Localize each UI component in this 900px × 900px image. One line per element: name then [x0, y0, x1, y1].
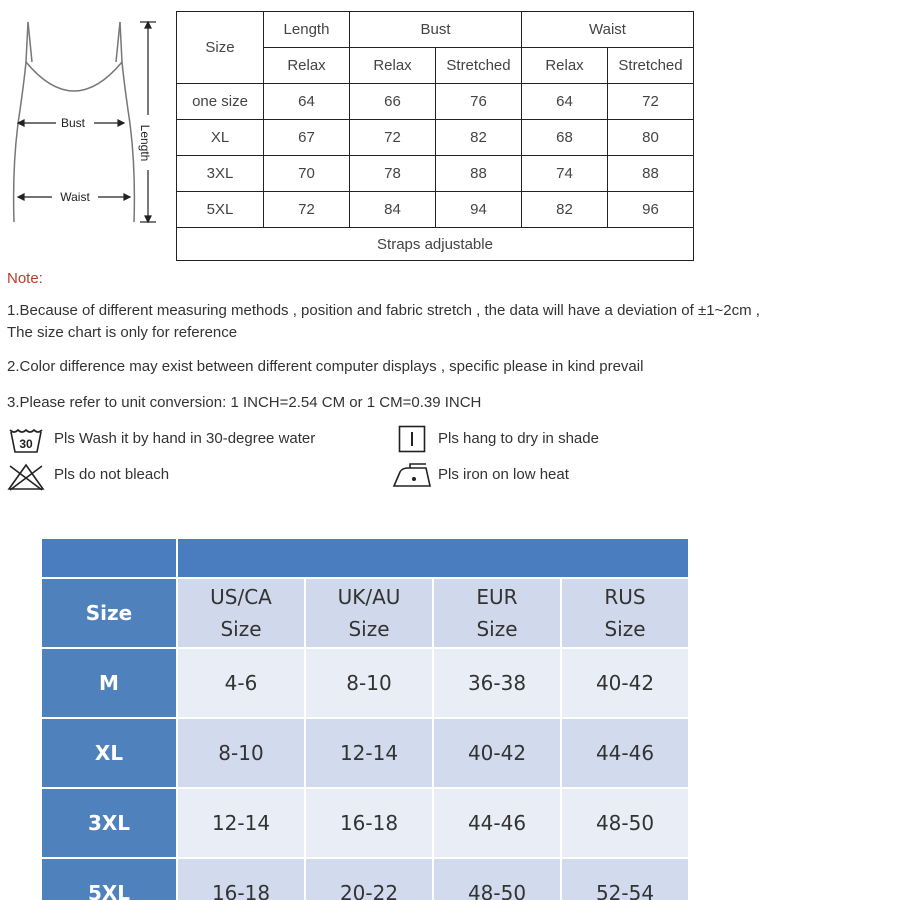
hand-wash-30-icon [8, 426, 44, 454]
waist-relax-cell: 82 [522, 192, 608, 228]
conv-eur-cell: 40-42 [433, 718, 561, 788]
garment-diagram [0, 0, 165, 235]
note-1-line-b: The size chart is only for reference [7, 324, 238, 341]
conv-us-cell: 8-10 [177, 718, 305, 788]
note-1 [7, 300, 760, 344]
hang-dry-shade-icon [398, 425, 426, 453]
size-table [176, 11, 694, 261]
conv-rus-cell: 52-54 [561, 858, 689, 900]
length-relax-header: Relax [264, 48, 350, 84]
conv-us-cell: 4-6 [177, 648, 305, 718]
waist-relax-cell: 64 [522, 84, 608, 120]
conv-size-header: Size [41, 578, 177, 648]
length-header: Length [264, 12, 350, 48]
bust-header: Bust [350, 12, 522, 48]
conv-rus-cell: 48-50 [561, 788, 689, 858]
conv-uk-cell: 12-14 [305, 718, 433, 788]
size-cell: XL [177, 120, 264, 156]
size-cell: 3XL [177, 156, 264, 192]
size-row [177, 84, 694, 120]
conversion-header-bar [41, 538, 689, 578]
conv-size-cell: XL [41, 718, 177, 788]
hand-wash-label: Pls Wash it by hand in 30-degree water [54, 430, 316, 447]
length-cell: 64 [264, 84, 350, 120]
waist-header: Waist [522, 12, 694, 48]
bust-stretched-cell: 82 [436, 120, 522, 156]
size-header: Size [177, 12, 264, 84]
iron-label: Pls iron on low heat [438, 466, 569, 483]
conv-eur-cell: 36-38 [433, 648, 561, 718]
bust-stretched-cell: 76 [436, 84, 522, 120]
conv-size-cell: M [41, 648, 177, 718]
conv-rus-header: RUS Size [561, 578, 689, 648]
waist-relax-cell: 74 [522, 156, 608, 192]
conv-us-cell: 12-14 [177, 788, 305, 858]
bust-relax-cell: 72 [350, 120, 436, 156]
conv-size-cell: 5XL [41, 858, 177, 900]
conv-rus-cell: 44-46 [561, 718, 689, 788]
svg-text:30: 30 [19, 437, 33, 451]
conversion-row [41, 788, 689, 858]
conversion-row [41, 858, 689, 900]
note-3: 3.Please refer to unit conversion: 1 INCH=2.54 CM or 1 CM=0.39 INCH [7, 394, 482, 411]
note-1-line-a: 1.Because of different measuring methods , position and fabric stretch , the data will have a deviation of ±1~2cm , [7, 302, 760, 319]
waist-stretched-cell: 80 [608, 120, 694, 156]
length-cell: 70 [264, 156, 350, 192]
bust-relax-cell: 66 [350, 84, 436, 120]
no-bleach-icon [6, 462, 46, 492]
bust-stretched-header: Stretched [436, 48, 522, 84]
length-label: Length [138, 124, 152, 162]
conv-uk-header: UK/AU Size [305, 578, 433, 648]
bust-stretched-cell: 88 [436, 156, 522, 192]
waist-stretched-cell: 88 [608, 156, 694, 192]
header-bar-cell [41, 538, 177, 578]
waist-relax-cell: 68 [522, 120, 608, 156]
length-cell: 67 [264, 120, 350, 156]
note-2: 2.Color difference may exist between different computer displays , specific please in kind prevail [7, 358, 644, 375]
header-bar-cell [177, 538, 689, 578]
conv-uk-cell: 20-22 [305, 858, 433, 900]
bust-relax-cell: 78 [350, 156, 436, 192]
note-title: Note: [7, 270, 43, 287]
conversion-row [41, 648, 689, 718]
conversion-table [40, 537, 690, 900]
conv-eur-header: EUR Size [433, 578, 561, 648]
size-row [177, 156, 694, 192]
bust-label: Bust [60, 116, 86, 130]
no-bleach-label: Pls do not bleach [54, 466, 170, 483]
bust-relax-cell: 84 [350, 192, 436, 228]
bust-relax-header: Relax [350, 48, 436, 84]
waist-label: Waist [60, 190, 90, 204]
conv-uk-cell: 8-10 [305, 648, 433, 718]
size-row [177, 192, 694, 228]
length-cell: 72 [264, 192, 350, 228]
conv-us-header: US/CA Size [177, 578, 305, 648]
iron-low-icon [392, 462, 432, 488]
hang-dry-label: Pls hang to dry in shade [438, 430, 599, 447]
size-cell: 5XL [177, 192, 264, 228]
size-cell: one size [177, 84, 264, 120]
conv-us-cell: 16-18 [177, 858, 305, 900]
straps-note: Straps adjustable [177, 228, 694, 261]
conv-eur-cell: 48-50 [433, 858, 561, 900]
waist-relax-header: Relax [522, 48, 608, 84]
size-row [177, 120, 694, 156]
waist-stretched-cell: 96 [608, 192, 694, 228]
conv-uk-cell: 16-18 [305, 788, 433, 858]
conv-rus-cell: 40-42 [561, 648, 689, 718]
conv-eur-cell: 44-46 [433, 788, 561, 858]
conversion-header-row [41, 578, 689, 648]
conversion-row [41, 718, 689, 788]
waist-stretched-header: Stretched [608, 48, 694, 84]
waist-stretched-cell: 72 [608, 84, 694, 120]
bust-stretched-cell: 94 [436, 192, 522, 228]
conv-size-cell: 3XL [41, 788, 177, 858]
